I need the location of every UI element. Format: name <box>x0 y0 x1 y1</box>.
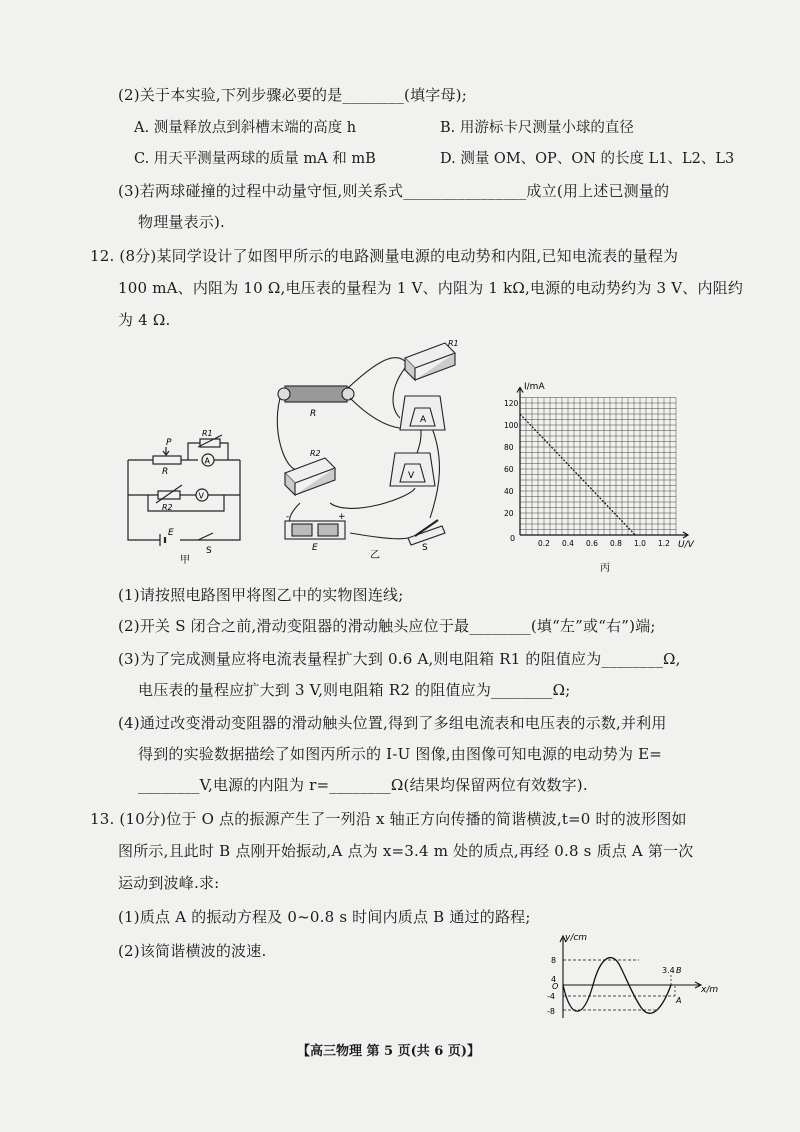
q12-part3-line2: 电压表的量程应扩大到 3 V,则电阻箱 R2 的阻值应为________Ω; <box>138 681 571 699</box>
q13-intro-line2: 图所示,且此时 B 点刚开始振动,A 点为 x=3.4 m 处的质点,再经 0.8 s 质点 A 第一次 <box>118 842 694 860</box>
q13-intro-line3: 运动到波峰.求: <box>118 874 220 892</box>
q12-intro-line2: 100 mA、内阻为 10 Ω,电压表的量程为 1 V、内阻为 1 kΩ,电源的电动势约为 3 V、内阻约 <box>118 279 744 297</box>
q12-part1: (1)请按照电路图甲将图乙中的实物图连线; <box>118 586 404 604</box>
yi-label-s: S <box>422 543 428 553</box>
label-r2: R2 <box>162 503 173 512</box>
label-e: E <box>168 528 174 538</box>
q11-option-a: A. 测量释放点到斜槽末端的高度 h <box>134 120 357 136</box>
label-r1: R1 <box>202 429 213 438</box>
iu-graph-bing <box>488 375 708 575</box>
wave-y-neg4: -4 <box>547 992 555 1001</box>
q12-part3-line1: (3)为了完成测量应将电流表量程扩大到 0.6 A,则电阻箱 R1 的阻值应为________Ω, <box>118 650 681 668</box>
chart-ylabel: I/mA <box>524 382 545 392</box>
chart-axes <box>517 388 688 539</box>
label-s: S <box>206 546 212 556</box>
q12-part4-line3: ________V,电源的内阻为 r=________Ω(结果均保留两位有效数字). <box>138 776 588 794</box>
wave-label-a: A <box>676 996 682 1005</box>
x-tick-label: 1.0 <box>634 539 646 548</box>
yi-minus: - <box>286 512 290 522</box>
apparatus-yi <box>270 338 460 560</box>
wave-y-neg8: -8 <box>547 1007 555 1016</box>
label-ammeter: A <box>204 456 210 466</box>
y-tick-label: 60 <box>504 465 514 474</box>
q11-part3-line1: (3)若两球碰撞的过程中动量守恒,则关系式________________成立(用上述已测量的 <box>118 182 670 200</box>
y-tick-label: 100 <box>504 421 519 430</box>
circuit-diagram-jia <box>118 425 253 565</box>
q11-part2: (2)关于本实验,下列步骤必要的是________(填字母); <box>118 86 467 104</box>
x-tick-label: 1.2 <box>658 539 670 548</box>
wave-origin: O <box>552 982 559 991</box>
yi-plus: + <box>338 512 346 522</box>
x-tick-label: 0.6 <box>586 539 598 548</box>
caption-bing: 丙 <box>600 563 610 574</box>
x-tick-label: 0.4 <box>562 539 574 548</box>
wave-label-b: B <box>676 966 682 975</box>
x-tick-label: 0.2 <box>538 539 550 548</box>
y-tick-label: 20 <box>504 509 514 518</box>
q12-part4-line2: 得到的实验数据描绘了如图丙所示的 I-U 图像,由图像可知电源的电动势为 E= <box>138 745 663 763</box>
wave-graph <box>535 930 720 1022</box>
wave-xlabel: x/m <box>701 985 719 995</box>
yi-label-a: A <box>420 415 427 425</box>
page-footer: 【高三物理 第 5 页(共 6 页)】 <box>297 1044 481 1059</box>
q11-part3-line2: 物理量表示). <box>138 213 226 231</box>
q12-intro-line1: 12. (8分)某同学设计了如图甲所示的电路测量电源的电动势和内阻,已知电流表的量程为 <box>90 247 679 265</box>
caption-yi: 乙 <box>370 550 380 560</box>
q13-intro-line1: 13. (10分)位于 O 点的振源产生了一列沿 x 轴正方向传播的简谐横波,t=0 时的波形图如 <box>90 810 687 828</box>
q11-option-c: C. 用天平测量两球的质量 mA 和 mB <box>134 151 376 167</box>
y-tick-label: 80 <box>504 443 514 452</box>
chart-xlabel: U/V <box>678 540 694 550</box>
wave-y-8: 8 <box>551 956 557 965</box>
label-p: P <box>166 438 172 448</box>
yi-label-r1: R1 <box>448 339 459 348</box>
q12-part4-line1: (4)通过改变滑动变阻器的滑动触头位置,得到了多组电流表和电压表的示数,并利用 <box>118 714 667 732</box>
y-tick-label: 40 <box>504 487 514 496</box>
q13-part1: (1)质点 A 的振动方程及 0~0.8 s 时间内质点 B 通过的路程; <box>118 908 531 926</box>
wave-y-4: 4 <box>551 975 557 984</box>
x-tick-label: 0.8 <box>610 539 622 548</box>
label-voltmeter: V <box>198 491 204 501</box>
yi-label-r: R <box>310 409 317 419</box>
yi-label-r2: R2 <box>310 449 321 458</box>
q12-part2: (2)开关 S 闭合之前,滑动变阻器的滑动触头应位于最________(填“左”或“右”)端; <box>118 617 656 635</box>
q12-intro-line3: 为 4 Ω. <box>118 311 171 329</box>
yi-label-e: E <box>312 543 318 553</box>
wave-ylabel: y/cm <box>565 933 588 943</box>
chart-origin: 0 <box>510 534 516 543</box>
yi-label-v: V <box>408 471 415 481</box>
q11-option-b: B. 用游标卡尺测量小球的直径 <box>440 120 634 136</box>
q13-part2: (2)该简谐横波的波速. <box>118 942 267 960</box>
wave-x-3-4: 3.4 <box>662 966 675 975</box>
q11-option-d: D. 测量 OM、OP、ON 的长度 L1、L2、L3 <box>440 151 735 167</box>
caption-jia: 甲 <box>180 555 190 565</box>
y-tick-label: 120 <box>504 399 519 408</box>
label-r: R <box>162 467 169 477</box>
